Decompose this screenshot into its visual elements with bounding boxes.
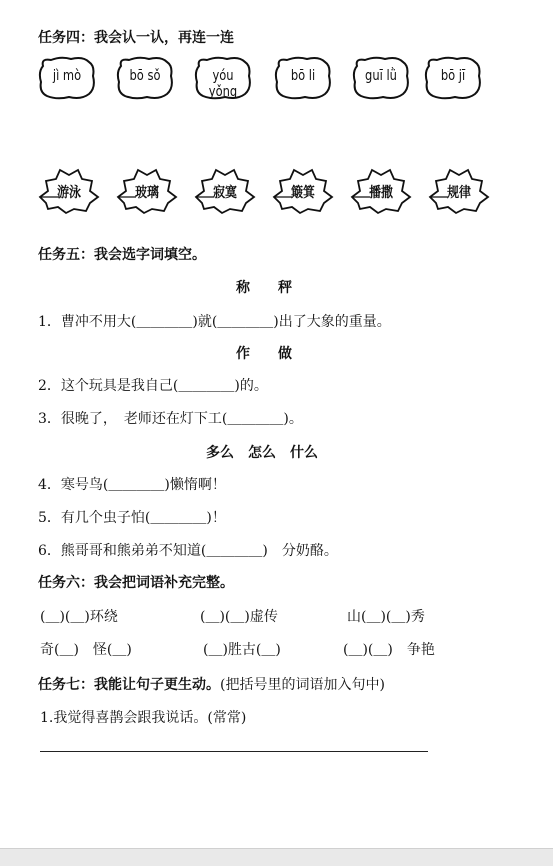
word-leaf[interactable] (38, 167, 100, 215)
char-options-1: 称 秤 (236, 280, 292, 296)
char-options-2: 作 做 (236, 346, 292, 362)
idiom-blank[interactable]: (＿)胜古(＿) (203, 642, 281, 658)
word-label: 游泳 (57, 185, 81, 201)
task7-title: 任务七：我能让句子更生动。 (38, 677, 220, 693)
pinyin-bubble[interactable] (193, 56, 253, 100)
pinyin-label: bō jī (440, 68, 466, 84)
word-leaf[interactable] (428, 167, 490, 215)
pinyin-label: jì mò (52, 68, 82, 84)
idiom-blank[interactable]: (＿)(＿)环绕 (40, 609, 118, 625)
word-label: 播撒 (369, 185, 393, 201)
bottom-scroll-bar (0, 848, 553, 866)
pinyin-bubble[interactable] (273, 56, 333, 100)
idiom-blank[interactable]: 山(＿)(＿)秀 (347, 609, 425, 625)
idiom-blank[interactable]: (＿)(＿) 争艳 (343, 642, 435, 658)
word-leaf[interactable] (194, 167, 256, 215)
answer-line[interactable] (40, 751, 428, 752)
pinyin-bubble[interactable] (37, 56, 97, 100)
pinyin-label: yóu yǒng (208, 68, 238, 100)
question-2[interactable]: 2．这个玩具是我自己(＿＿＿＿)的。 (38, 378, 268, 394)
question-4[interactable]: 4．寒号鸟(＿＿＿＿)懒惰啊！ (38, 477, 226, 493)
idiom-blank[interactable]: (＿)(＿)虚传 (200, 609, 278, 625)
question-6[interactable]: 6．熊哥哥和熊弟弟不知道(＿＿＿＿) 分奶酪。 (38, 543, 338, 559)
word-options-3: 多么 怎么 什么 (206, 445, 318, 461)
word-label: 簸箕 (291, 185, 315, 201)
word-leaf[interactable] (272, 167, 334, 215)
pinyin-bubble[interactable] (115, 56, 175, 100)
word-leaf[interactable] (350, 167, 412, 215)
idiom-blank[interactable]: 奇(＿) 怪(＿) (40, 642, 132, 658)
pinyin-label: guī lǜ (365, 68, 397, 84)
question-1[interactable]: 1．曹冲不用大(＿＿＿＿)就(＿＿＿＿)出了大象的重量。 (38, 314, 391, 330)
task6-title: 任务六：我会把词语补充完整。 (38, 575, 234, 591)
word-label: 玻璃 (135, 185, 159, 201)
task7-header (38, 674, 385, 694)
question-5[interactable]: 5．有几个虫子怕(＿＿＿＿)！ (38, 510, 226, 526)
task5-title: 任务五：我会选字词填空。 (38, 247, 206, 263)
word-label: 寂寞 (213, 185, 237, 201)
question-3[interactable]: 3．很晚了， 老师还在灯下工(＿＿＿＿)。 (38, 411, 303, 427)
pinyin-bubble[interactable] (351, 56, 411, 100)
pinyin-label: bō li (290, 68, 316, 84)
pinyin-bubble[interactable] (423, 56, 483, 100)
sentence-question-1: 1.我觉得喜鹊会跟我说话。(常常) (40, 710, 247, 726)
pinyin-label: bō sǒ (129, 68, 161, 84)
word-label: 规律 (447, 185, 471, 201)
word-leaf[interactable] (116, 167, 178, 215)
task4-title: 任务四：我会认一认，再连一连 (38, 30, 234, 46)
task7-note: (把括号里的词语加入句中) (220, 677, 385, 693)
